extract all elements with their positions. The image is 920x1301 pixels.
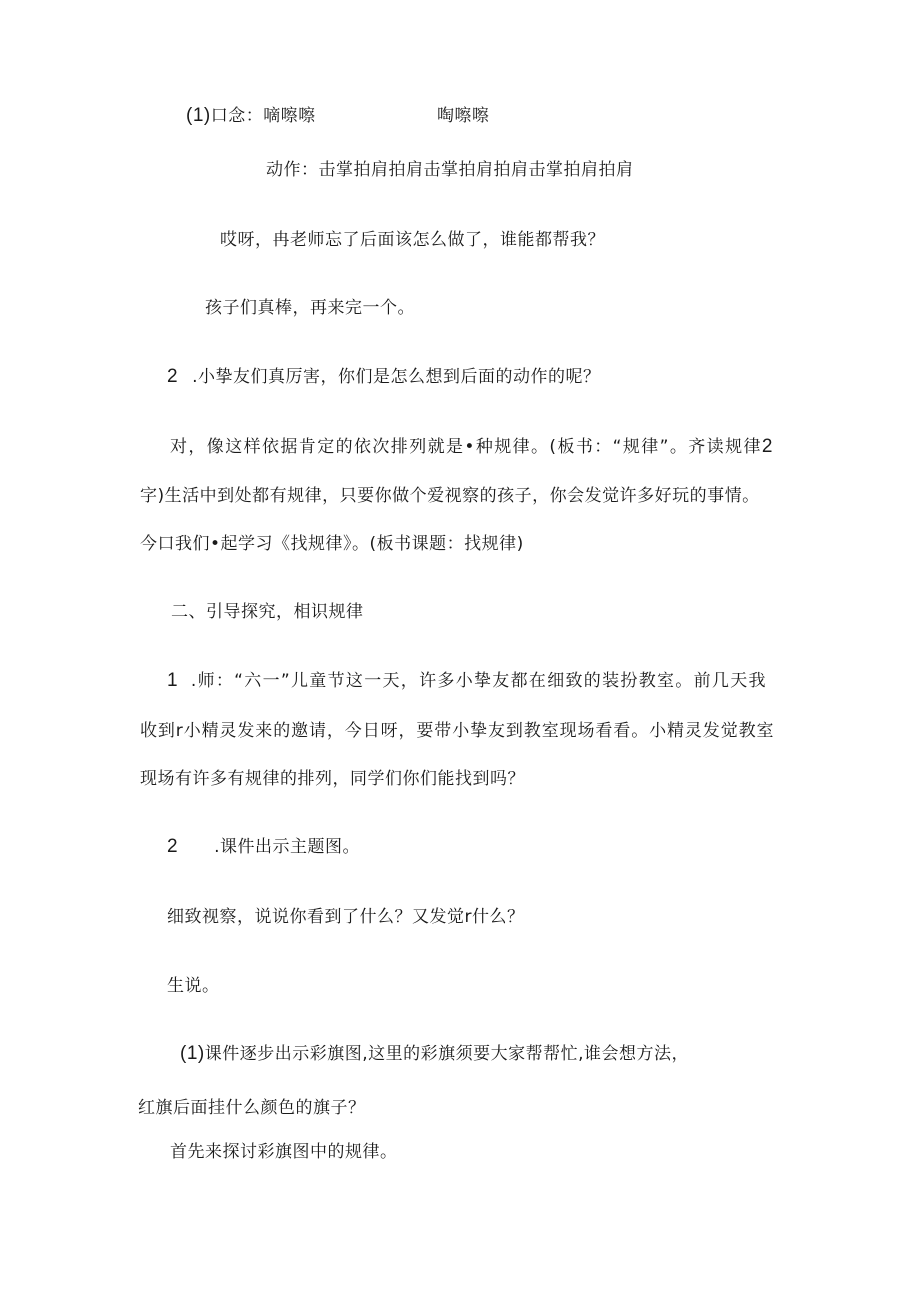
item-number: (1) <box>186 105 211 126</box>
item-number: 2 <box>167 836 179 857</box>
paragraph: 现场有许多有规律的排列，同学们你们能找到吗？ <box>140 769 525 789</box>
item-number: (1) <box>180 1043 205 1064</box>
item-number: 2 <box>167 366 179 387</box>
paragraph: 对，像这样依据肯定的依次排列就是•种规律。(板书：“规律”。齐读规律2 <box>170 436 774 457</box>
section-heading: 二、引导探究，相识规律 <box>171 602 364 622</box>
paragraph: 首先来探讨彩旗图中的规律。 <box>170 1142 398 1162</box>
numbered-paragraph: 2 .小挚友们真厉害，你们是怎么想到后面的动作的呢？ <box>167 366 601 387</box>
chant-line-2 <box>437 105 490 127</box>
paragraph: 红旗后面挂什么颜色的旗子？ <box>138 1098 366 1118</box>
paragraph: 字)生活中到处都有规律，只要你做个爱视察的孩子，你会发觉许多好玩的事情。 <box>140 486 760 506</box>
item-number: 1 <box>167 670 179 691</box>
numbered-paragraph: 2 .课件出示主题图。 <box>167 836 360 857</box>
paragraph: 今口我们•起学习《找规律》。(板书课题：找规律) <box>140 534 524 554</box>
chant-text: 啕嚓嚓 <box>437 106 490 126</box>
paragraph: 孩子们真棒，再来完一个。 <box>205 298 415 318</box>
numbered-paragraph: (1)课件逐步出示彩旗图,这里的彩旗须要大家帮帮忙,谁会想方法， <box>180 1043 690 1064</box>
action-line: 动作：击掌拍肩拍肩击掌拍肩拍肩击掌拍肩拍肩 <box>266 160 634 180</box>
chant-text: 口念：嘀嚓嚓 <box>210 106 316 126</box>
paragraph: 生说。 <box>167 976 220 996</box>
numbered-paragraph: 1 .师：“六一”儿童节这一天，许多小挚友都在细致的装扮教室。前几天我 <box>167 670 767 691</box>
paragraph: 收到r小精灵发来的邀请，今日呀，要带小挚友到教室现场看看。小精灵发觉教室 <box>140 721 775 741</box>
paragraph: 哎呀，冉老师忘了后面该怎么做了，谁能都帮我？ <box>220 230 605 250</box>
chant-line-1 <box>186 105 316 127</box>
paragraph: 细致视察，说说你看到了什么？又发觉r什么？ <box>167 907 525 927</box>
